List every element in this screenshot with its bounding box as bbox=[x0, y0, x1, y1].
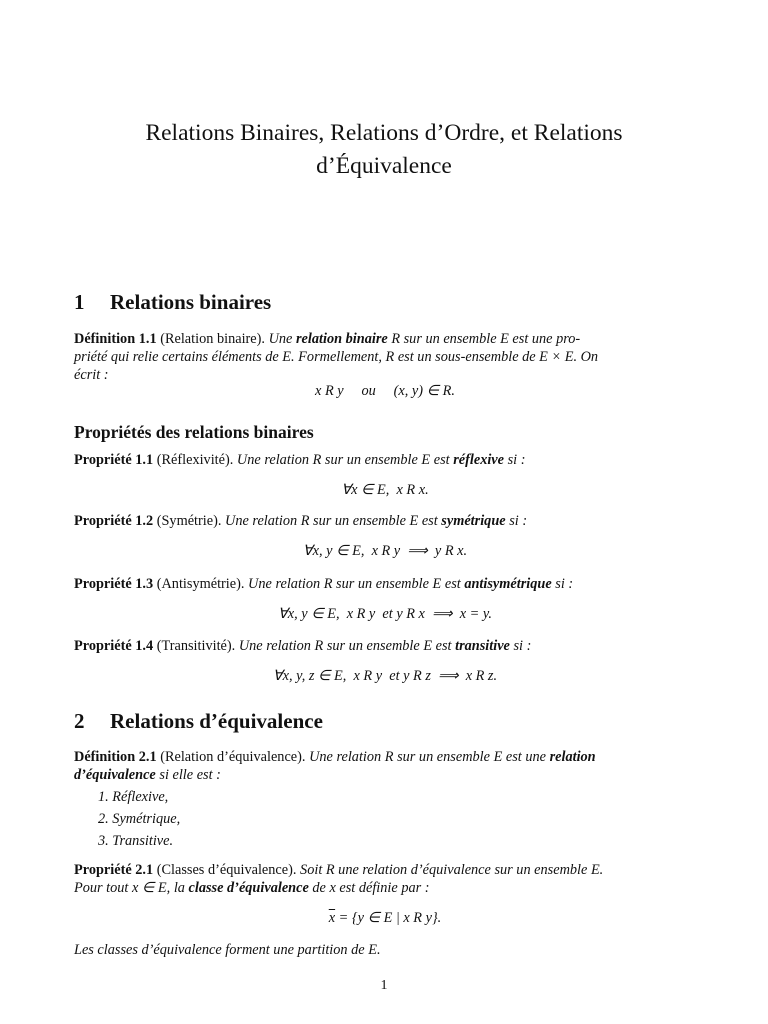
definition-term: relation binaire bbox=[295, 331, 388, 347]
section-2-heading bbox=[74, 709, 323, 734]
document-title bbox=[74, 117, 694, 183]
section-title: Relations binaires bbox=[110, 290, 272, 314]
property-term: antisymétrique bbox=[464, 576, 552, 592]
definition-2-1 bbox=[74, 748, 696, 784]
property-text: Une relation R sur un ensemble E est bbox=[225, 513, 438, 529]
property-text: si : bbox=[555, 576, 574, 592]
property-term: réflexive bbox=[453, 452, 505, 468]
property-formula: ∀x ∈ E, x R x. bbox=[341, 482, 429, 498]
definition-term: d’équivalence bbox=[74, 767, 156, 783]
list-item: 3. Transitive. bbox=[98, 833, 174, 849]
property-term: symétrique bbox=[441, 513, 506, 529]
property-label: Propriété 1.1 bbox=[74, 452, 154, 468]
definition-text: Une bbox=[268, 331, 293, 347]
property-text: Une relation R sur un ensemble E est bbox=[238, 638, 452, 654]
title-line-1: Relations Binaires, Relations d’Ordre, et Relations bbox=[145, 120, 623, 146]
subsection-heading: Propriétés des relations binaires bbox=[74, 422, 314, 442]
property-text: si : bbox=[513, 638, 532, 654]
property-term: classe d’équivalence bbox=[188, 880, 309, 896]
page-number: 1 bbox=[380, 978, 388, 993]
property-name: (Antisymétrie). bbox=[156, 576, 245, 592]
definition-1-1 bbox=[74, 330, 696, 384]
title-line-2: d’Équivalence bbox=[316, 153, 452, 179]
definition-text: priété qui relie certains éléments de E. Formellement, R est un sous-ensemble de E × E. On bbox=[74, 349, 599, 365]
property-name: (Transitivité). bbox=[156, 638, 236, 654]
closing-remark: Les classes d’équivalence forment une partition de E. bbox=[74, 942, 381, 958]
property-formula: ∀x, y, z ∈ E, x R y et y R z ⟹ x R z. bbox=[272, 668, 498, 684]
property-text: si : bbox=[507, 452, 526, 468]
definition-name: (Relation d’équivalence). bbox=[160, 749, 306, 765]
property-text: Une relation R sur un ensemble E est bbox=[236, 452, 450, 468]
class-definition: = {y ∈ E | x R y}. bbox=[335, 910, 442, 926]
property-name: (Réflexivité). bbox=[156, 452, 234, 468]
property-text: si : bbox=[509, 513, 528, 529]
list-item: 2. Symétrique, bbox=[98, 811, 181, 827]
property-text: de x est définie par : bbox=[312, 880, 430, 896]
definition-text: si elle est : bbox=[159, 767, 221, 783]
property-1-3 bbox=[74, 575, 696, 593]
property-1-1 bbox=[74, 451, 696, 469]
property-1-4 bbox=[74, 637, 696, 655]
property-list bbox=[98, 786, 180, 852]
definition-text: Une relation R sur un ensemble E est une bbox=[309, 749, 546, 765]
definition-formula: x R y ou (x, y) ∈ R. bbox=[315, 383, 455, 399]
definition-label: Définition 1.1 bbox=[74, 331, 157, 347]
equivalence-class-formula bbox=[74, 910, 696, 927]
property-name: (Classes d’équivalence). bbox=[156, 862, 297, 878]
section-title: Relations d’équivalence bbox=[110, 709, 323, 733]
property-formula: ∀x, y ∈ E, x R y ⟹ y R x. bbox=[302, 543, 468, 559]
property-formula: ∀x, y ∈ E, x R y et y R x ⟹ x = y. bbox=[278, 606, 492, 622]
section-1-heading bbox=[74, 290, 271, 315]
definition-text: écrit : bbox=[74, 367, 109, 383]
property-1-2 bbox=[74, 512, 696, 530]
property-2-1 bbox=[74, 861, 696, 897]
property-label: Propriété 2.1 bbox=[74, 862, 154, 878]
property-name: (Symétrie). bbox=[156, 513, 222, 529]
property-text: Soit R une relation d’équivalence sur un ensemble E. bbox=[300, 862, 604, 878]
section-number: 2 bbox=[74, 709, 85, 733]
definition-term: relation bbox=[549, 749, 596, 765]
definition-label: Définition 2.1 bbox=[74, 749, 157, 765]
property-label: Propriété 1.4 bbox=[74, 638, 154, 654]
list-item: 1. Réflexive, bbox=[98, 789, 169, 805]
property-term: transitive bbox=[455, 638, 510, 654]
section-number: 1 bbox=[74, 290, 85, 314]
property-label: Propriété 1.2 bbox=[74, 513, 154, 529]
property-text: Une relation R sur un ensemble E est bbox=[248, 576, 461, 592]
definition-text: R sur un ensemble E est une pro- bbox=[391, 331, 581, 347]
property-text: Pour tout x ∈ E, la bbox=[74, 880, 185, 896]
property-label: Propriété 1.3 bbox=[74, 576, 154, 592]
class-symbol: $\overline{x}$ bbox=[328, 910, 336, 926]
definition-name: (Relation binaire). bbox=[160, 331, 265, 347]
